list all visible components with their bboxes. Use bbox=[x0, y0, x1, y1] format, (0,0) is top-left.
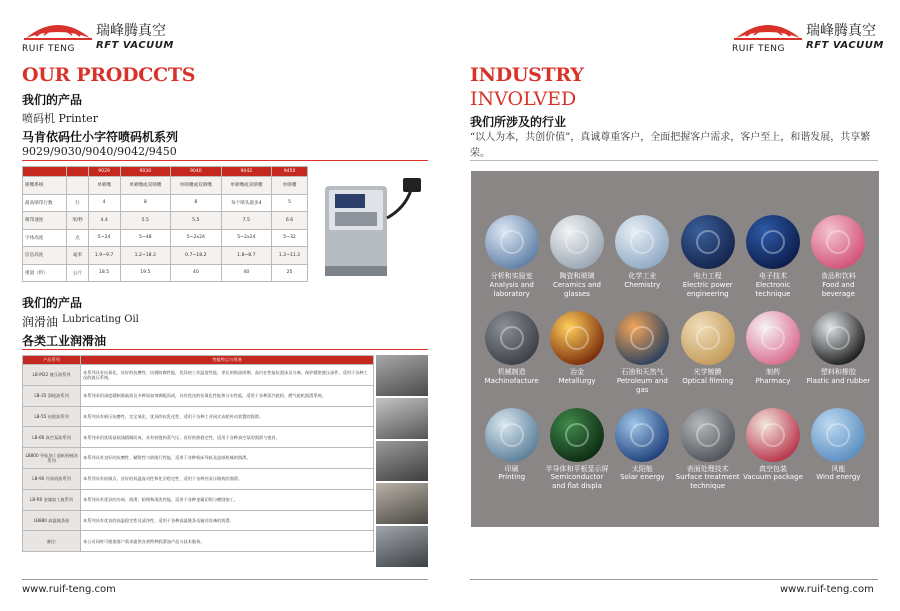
spec-cell: 单喷嘴 bbox=[272, 177, 308, 195]
industry-caption bbox=[743, 465, 803, 483]
lube-series-desc: 本系列具有抗氧化、良好的抗磨性、抗锈防腐性能，优异的工作温度性能，更长的换油周期，高内在性能抗泡沫及分离，保护精密液压部件，适用于各种工况的液压系统。 bbox=[81, 365, 374, 386]
spec-cell: 0.7~18.2 bbox=[171, 247, 222, 265]
lube-row bbox=[23, 468, 374, 489]
footer-url[interactable]: www.ruif-teng.com bbox=[22, 584, 116, 595]
lube-row bbox=[23, 510, 374, 531]
brand-logo bbox=[732, 14, 892, 56]
industry-item[interactable] bbox=[479, 311, 544, 394]
brand-cn: 瑞峰腾真空 bbox=[806, 23, 876, 39]
industry-name-cn: 机械制造 bbox=[497, 368, 526, 377]
rubber-ring-icon bbox=[811, 311, 865, 365]
spec-cell: 19.5 bbox=[120, 264, 171, 282]
industry-name-en: Electric power engineering bbox=[682, 280, 733, 298]
industry-caption bbox=[610, 368, 675, 394]
industry-name-cn: 光学镀膜 bbox=[693, 368, 722, 377]
industry-name-cn: 冶金 bbox=[569, 368, 584, 377]
industry-caption bbox=[479, 272, 544, 298]
footer-divider bbox=[470, 579, 878, 580]
spec-header-row bbox=[23, 167, 308, 177]
lube-series-name: 备注: bbox=[23, 531, 81, 552]
lube-header-row bbox=[23, 356, 374, 365]
industry-item[interactable] bbox=[806, 311, 871, 394]
spec-cell: 毫米 bbox=[67, 247, 88, 265]
wind-turbine-icon bbox=[811, 408, 865, 462]
spec-cell: 40 bbox=[171, 264, 222, 282]
spec-row bbox=[23, 212, 308, 230]
spec-cell: 5~48 bbox=[120, 229, 171, 247]
printer-spec-table bbox=[22, 166, 308, 282]
industry-caption bbox=[544, 465, 609, 491]
spec-cell: 点 bbox=[67, 229, 88, 247]
industry-name-en: Vacuum package bbox=[743, 473, 803, 482]
lube-header-cell: 性能特点与用途 bbox=[81, 356, 374, 365]
industry-caption bbox=[675, 465, 740, 491]
lube-series-name: LB-55 齿轮油系列 bbox=[23, 406, 81, 427]
industry-name-en: Plastic and rubber bbox=[806, 377, 871, 385]
industry-grid bbox=[479, 215, 871, 491]
industry-item[interactable] bbox=[806, 215, 871, 298]
package-icon bbox=[746, 408, 800, 462]
industry-name-cn: 分析和实验室 bbox=[490, 272, 533, 280]
industry-item[interactable] bbox=[675, 311, 740, 394]
lube-header-cell: 产品系列 bbox=[23, 356, 81, 365]
lube-series-desc: 本公司同时可根据客户需求提供各类特种润滑油产品与技术服务。 bbox=[81, 531, 374, 552]
lube-series-desc: 本系列具有低倾点、良好的低温流动性和化学稳定性，适用于各种冷冻压缩机的润滑。 bbox=[81, 468, 374, 489]
spec-cell: 重量（约） bbox=[23, 264, 67, 282]
lubricant-table bbox=[22, 355, 374, 552]
spec-header-cell: 9450 bbox=[272, 167, 308, 177]
gear-icon bbox=[485, 311, 539, 365]
brand-logo bbox=[22, 14, 182, 56]
industry-caption bbox=[806, 272, 871, 298]
industry-name-en: Electronic technique bbox=[755, 280, 791, 298]
spec-cell: 最高喷印行数 bbox=[23, 194, 67, 212]
products-heading-1: 我们的产品 bbox=[22, 93, 83, 107]
lube-series-name: LB-66 真空泵油系列 bbox=[23, 427, 81, 448]
spec-header-cell: 9030 bbox=[120, 167, 171, 177]
spec-cell: 公斤 bbox=[67, 264, 88, 282]
spec-cell: 1.8~8.7 bbox=[221, 247, 272, 265]
spec-cell: 1.2~11.2 bbox=[272, 247, 308, 265]
industry-name-en: Metallurgy bbox=[558, 377, 596, 385]
industry-name-en: Petroleum and gas bbox=[616, 377, 668, 394]
oil-rig-icon bbox=[615, 311, 669, 365]
industry-item[interactable] bbox=[740, 408, 805, 491]
industry-name-cn: 塑料和橡胶 bbox=[820, 368, 856, 377]
footer-divider bbox=[22, 579, 428, 580]
printer-label: 喷码机 Printer bbox=[22, 112, 98, 125]
spec-row bbox=[23, 247, 308, 265]
industry-item[interactable] bbox=[675, 408, 740, 491]
industry-name-cn: 电子技术 bbox=[758, 272, 787, 280]
industry-item[interactable] bbox=[806, 408, 871, 491]
industry-caption bbox=[756, 368, 791, 386]
lube-series-name: LB-35 涡轮油系列 bbox=[23, 385, 81, 406]
industry-name-en: Food and beverage bbox=[821, 280, 855, 298]
industry-item[interactable] bbox=[675, 215, 740, 298]
pylon-icon bbox=[681, 215, 735, 269]
industry-name-en: Chemistry bbox=[624, 280, 661, 289]
industry-item[interactable] bbox=[544, 311, 609, 394]
inkjet-printer-image bbox=[315, 168, 427, 283]
industry-caption bbox=[544, 272, 609, 298]
photo bbox=[376, 441, 428, 482]
microscope-icon bbox=[485, 215, 539, 269]
circuit-board-icon bbox=[550, 408, 604, 462]
lube-row bbox=[23, 489, 374, 510]
industry-name-cn: 印刷 bbox=[504, 464, 519, 473]
lube-series-desc: 本系列具有极压抗磨性、完全氧化、优异的抗乳化性，适用于各种工业闭式齿轮传动装置的润滑。 bbox=[81, 406, 374, 427]
spec-cell: 字体高度 bbox=[23, 229, 67, 247]
industry-name-en: Surface treatment technique bbox=[675, 473, 740, 490]
spec-cell: 5~2x24 bbox=[171, 229, 222, 247]
spec-cell: 喷嘴系统 bbox=[23, 177, 67, 195]
chip-icon bbox=[746, 215, 800, 269]
spec-cell: 每个喷头最多4 bbox=[221, 194, 272, 212]
lube-series-name: LB800 导轨油 / 造纸机械油系列 bbox=[23, 448, 81, 469]
footer-url[interactable]: www.ruif-teng.com bbox=[780, 584, 874, 595]
spec-cell: 1.2~18.2 bbox=[120, 247, 171, 265]
lube-label-en: Lubricating Oil bbox=[62, 314, 139, 325]
lube-row bbox=[23, 531, 374, 552]
lube-row bbox=[23, 406, 374, 427]
photo bbox=[376, 483, 428, 524]
spec-cell: 喷印速度 bbox=[23, 212, 67, 230]
industry-caption bbox=[807, 368, 871, 386]
industry-subtitle: 我们所涉及的行业 bbox=[470, 115, 567, 129]
photo bbox=[376, 398, 428, 439]
lube-series-desc: 本系列具有优良的高温稳定性及清净性，适用于各种高温链条及输送设备的润滑。 bbox=[81, 510, 374, 531]
box-icon bbox=[681, 311, 735, 365]
divider bbox=[22, 160, 428, 161]
furnace-icon bbox=[550, 311, 604, 365]
spec-cell: 行 bbox=[67, 194, 88, 212]
products-heading-2: 我们的产品 bbox=[22, 296, 83, 310]
industry-item[interactable] bbox=[610, 408, 675, 491]
spec-row bbox=[23, 177, 308, 195]
spec-cell: 25 bbox=[272, 264, 308, 282]
lube-series-desc: 本系列采用深度精制基础油及多种添加剂调配而成，具有优良的抗氧化性能和分水性能，适用于各种蒸汽轮机、燃气轮机润滑系统。 bbox=[81, 385, 374, 406]
spec-header-cell: 9029 bbox=[88, 167, 120, 177]
lube-row bbox=[23, 385, 374, 406]
surface-icon bbox=[681, 408, 735, 462]
spec-cell: 5 bbox=[272, 194, 308, 212]
brand-cn: 瑞峰腾真空 bbox=[96, 23, 166, 39]
spec-cell: 4.4 bbox=[88, 212, 120, 230]
spec-cell: 5.5 bbox=[120, 212, 171, 230]
industry-item[interactable] bbox=[610, 215, 675, 298]
spec-header-cell bbox=[67, 167, 88, 177]
lube-series-desc: 本系列具有优异的冷却、润滑、防锈和清洗性能，适用于各种金属切削与磨削加工。 bbox=[81, 489, 374, 510]
spec-cell: 40 bbox=[221, 264, 272, 282]
industry-caption bbox=[816, 465, 860, 483]
industry-item[interactable] bbox=[479, 408, 544, 491]
industry-item[interactable] bbox=[479, 215, 544, 298]
spec-cell: 单喷嘴或双喷嘴 bbox=[221, 177, 272, 195]
industry-item[interactable] bbox=[544, 408, 609, 491]
industry-name-cn: 陶瓷和玻璃 bbox=[559, 272, 595, 280]
spec-cell: 米/秒 bbox=[67, 212, 88, 230]
industry-caption bbox=[682, 368, 733, 386]
lube-row bbox=[23, 448, 374, 469]
industry-caption bbox=[740, 272, 805, 298]
industry-name-cn: 真空包装 bbox=[758, 464, 787, 473]
lube-row bbox=[23, 365, 374, 386]
industry-caption bbox=[485, 368, 539, 386]
intro-text: “以人为本，共创价值”，真诚尊重客户，全面把握客户需求，客户至上，和谐发展，共享繁荣。 bbox=[470, 132, 871, 159]
industry-item[interactable] bbox=[740, 215, 805, 298]
brand-en: RFT VACUUM bbox=[96, 40, 174, 51]
spec-cell: 7.5 bbox=[221, 212, 272, 230]
industry-name-cn: 石油和天然气 bbox=[621, 368, 664, 377]
industry-item[interactable] bbox=[740, 311, 805, 394]
spec-cell: 信息高度 bbox=[23, 247, 67, 265]
brand-sub: RUIF TENG bbox=[732, 44, 785, 54]
industry-name-en: Pharmacy bbox=[755, 377, 791, 385]
lube-series-name: LB880 高温链条油 bbox=[23, 510, 81, 531]
spec-cell: 4 bbox=[88, 194, 120, 212]
spec-cell bbox=[67, 177, 88, 195]
lube-series-name: LB-M22 液压油系列 bbox=[23, 365, 81, 386]
spec-header-cell: 9040 bbox=[171, 167, 222, 177]
photo bbox=[376, 355, 428, 396]
involved-title: INVOLVED bbox=[470, 88, 577, 110]
lube-series-name: LB-90 冷冻机油系列 bbox=[23, 468, 81, 489]
industry-caption bbox=[620, 465, 664, 483]
divider bbox=[470, 160, 878, 161]
solar-panel-icon bbox=[615, 408, 669, 462]
photo bbox=[376, 526, 428, 567]
industry-panel bbox=[471, 171, 879, 527]
spec-cell: 1.9~9.7 bbox=[88, 247, 120, 265]
industry-name-cn: 半导体和平板显示屏 bbox=[545, 464, 609, 473]
spec-cell: 5~32 bbox=[272, 229, 308, 247]
ceramics-icon bbox=[550, 215, 604, 269]
spec-cell: 单喷嘴或双喷嘴 bbox=[120, 177, 171, 195]
industry-caption bbox=[675, 272, 740, 298]
lube-series-desc: 本系列具有良好的抗磨性、黏附性与防爬行性能，适用于各种机床导轨及造纸机械的润滑。 bbox=[81, 448, 374, 469]
spec-cell: 18.5 bbox=[88, 264, 120, 282]
page-title: OUR PRODCCTS bbox=[22, 64, 196, 86]
industry-item[interactable] bbox=[544, 215, 609, 298]
industry-title: INDUSTRY bbox=[470, 64, 584, 86]
spec-cell: 单喷嘴 bbox=[88, 177, 120, 195]
lube-label-cn: 润滑油 bbox=[22, 315, 59, 329]
industry-item[interactable] bbox=[610, 311, 675, 394]
divider bbox=[22, 349, 428, 350]
spec-row bbox=[23, 194, 308, 212]
spec-cell: 6.6 bbox=[272, 212, 308, 230]
brand-en: RFT VACUUM bbox=[806, 40, 884, 51]
printer-series: 马肯依码仕小字符喷码机系列 bbox=[22, 130, 179, 144]
industry-name-en: Optical filming bbox=[682, 377, 734, 385]
industry-name-en: Solar energy bbox=[620, 473, 665, 482]
cake-icon bbox=[811, 215, 865, 269]
lube-series: 各类工业润滑油 bbox=[22, 334, 107, 348]
industry-caption bbox=[498, 465, 525, 483]
brand-sub: RUIF TENG bbox=[22, 44, 75, 54]
pills-icon bbox=[746, 311, 800, 365]
industry-name-cn: 风能 bbox=[831, 464, 846, 473]
industry-caption bbox=[624, 272, 660, 290]
spec-cell: 5.5 bbox=[171, 212, 222, 230]
industry-name-cn: 表面处理技术 bbox=[686, 464, 729, 473]
spec-cell: 8 bbox=[120, 194, 171, 212]
spec-row bbox=[23, 229, 308, 247]
spec-header-cell bbox=[23, 167, 67, 177]
industry-name-cn: 电力工程 bbox=[693, 272, 722, 280]
industry-name-cn: 制药 bbox=[765, 368, 780, 377]
spec-cell: 单喷嘴或双喷嘴 bbox=[171, 177, 222, 195]
industry-name-en: Wind energy bbox=[816, 473, 861, 482]
industry-name-cn: 食品和饮料 bbox=[820, 272, 856, 280]
printer-models: 9029/9030/9040/9042/9450 bbox=[22, 145, 177, 158]
spec-row bbox=[23, 264, 308, 282]
spec-header-cell: 9042 bbox=[221, 167, 272, 177]
industry-caption bbox=[558, 368, 595, 386]
industry-name-en: Analysis and laboratory bbox=[489, 280, 534, 298]
lubricant-photos bbox=[376, 355, 428, 567]
industry-name-cn: 化学工业 bbox=[628, 272, 657, 280]
lube-row bbox=[23, 427, 374, 448]
spec-cell: 8 bbox=[171, 194, 222, 212]
printing-icon bbox=[485, 408, 539, 462]
spec-cell: 5~2x24 bbox=[221, 229, 272, 247]
industry-name-en: Ceramics and glasses bbox=[552, 280, 601, 298]
industry-name-en: Machinofacture bbox=[484, 377, 539, 385]
industry-name-cn: 太阳能 bbox=[631, 464, 653, 473]
flask-icon bbox=[615, 215, 669, 269]
industry-name-en: Semiconductor and flat displa bbox=[550, 473, 604, 490]
lube-series-name: LB-R0 金属加工液系列 bbox=[23, 489, 81, 510]
lube-series-desc: 本系列采用优质基础油精制而成，具有低饱和蒸气压、良好的热稳定性，适用于各种真空泵的润滑与密封。 bbox=[81, 427, 374, 448]
spec-cell: 5~24 bbox=[88, 229, 120, 247]
industry-name-en: Printing bbox=[498, 473, 526, 482]
